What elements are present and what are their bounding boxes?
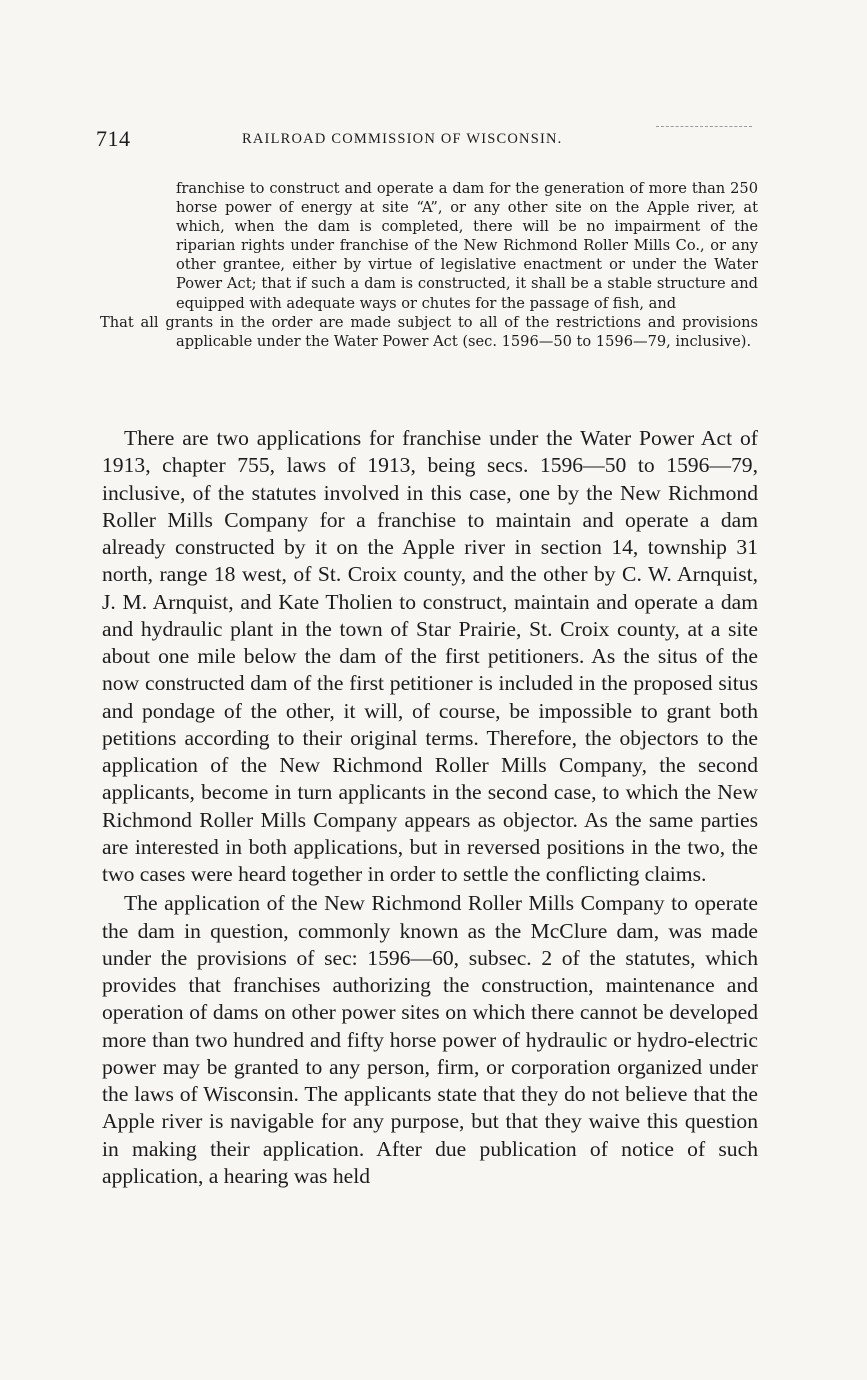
order-clause: franchise to construct and operate a dam for the generation of more than 250 horse power of energy at site “A”, or any other site on the Apple river, at which, when the dam is completed, there will be no impairment of the riparian rights under franchise of the New Richmond Roller Mills Co., or any other grantee, either by virtue of legislative enactment or under the Water Power Act; that if such a dam is constructed, it shall be a stable structure and equipped with adequate ways or chutes for the passage of fish, and (176, 180, 758, 312)
paragraph-1: There are two applications for franchise under the Water Power Act of 1913, chapter 755, laws of 1913, being secs. 1596—50 to 1596—79, inclusive, of the statutes involved in this case, one by the New Richmond Roller Mills Company for a franchise to maintain and operate a dam already constructed by it on the Apple river in section 14, township 31 north, range 18 west, of St. Croix county, and the other by C. W. Arnquist, J. M. Arnquist, and Kate Tholien to construct, maintain and operate a dam and hydraulic plant in the town of Star Prairie, St. Croix county, at a site about one mile below the dam of the first petitioners. As the situs of the now constructed dam of the first petitioner is included in the proposed situs and pondage of the other, it will, of course, be impossible to grant both petitions according to their original terms. Therefore, the objectors to the application of the New Richmond Roller Mills Company, the second applicants, become in turn applicants in the second case, to which the New Richmond Roller Mills Company appears as objector. As the same parties are interested in both applications, but in reversed positions in the two, the two cases were heard together in order to settle the conflicting claims. (102, 426, 758, 886)
paragraph-2: The application of the New Richmond Roller Mills Company to operate the dam in question, commonly known as the McClure dam, was made under the provisions of sec: 1596—60, subsec. 2 of the statutes, which provides that franchises authorizing the construction, maintenance and operation of dams on other power sites on which there cannot be developed more than two hundred and fifty horse power of hydraulic or hydro-electric power may be granted to any person, firm, or corporation organized under the laws of Wisconsin. The applicants state that they do not believe that the Apple river is navigable for any purpose, but that they waive this question in making their application. After due publication of notice of such application, a hearing was held (102, 891, 758, 1188)
page-number: 714 (96, 126, 131, 151)
running-head: RAILROAD COMMISSION OF WISCONSIN. (242, 131, 563, 147)
order-block (100, 179, 758, 351)
order-final-clause: That all grants in the order are made subject to all of the restrictions and provisions applicable under the Water Power Act (sec. 1596—50 to 1596—79, inclusive). (100, 313, 758, 350)
header-rule (656, 126, 752, 127)
page-header (96, 126, 756, 156)
body-text (102, 425, 758, 1190)
